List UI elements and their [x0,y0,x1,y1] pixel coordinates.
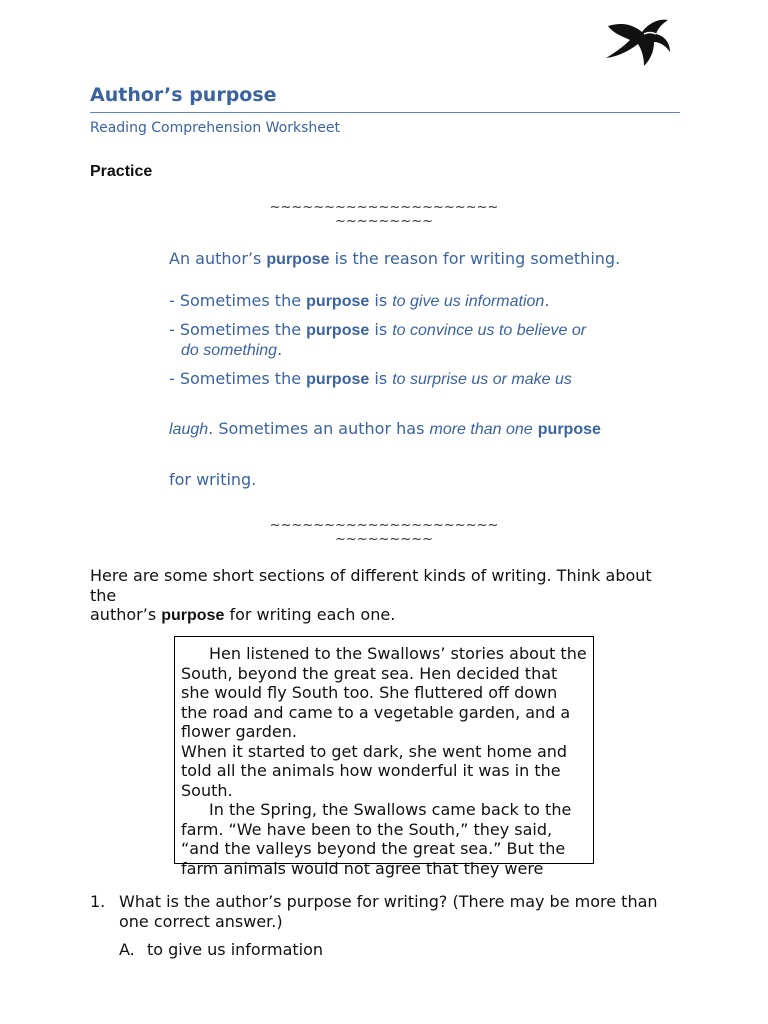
option-text: to give us information [147,940,324,959]
keyword-purpose: purpose [306,371,370,388]
purpose-item-information [169,291,549,311]
text-run: An author’s [169,249,267,268]
text-run: - Sometimes the [169,291,307,310]
tilde-line: ~~~~~~~~~ [334,214,434,229]
text-run: - Sometimes the [169,320,307,339]
text-run: is [369,369,393,388]
purpose-item-entertain [169,369,572,389]
instructions [90,566,680,626]
purpose-phrase: do something [181,342,278,359]
instructions-line1: Here are some short sections of different kinds of writing. Think about the [90,566,652,605]
keyword-purpose: purpose [306,322,370,339]
text-run: author’s [90,605,162,624]
purpose-phrase: to convince us to believe or [392,322,587,339]
text-run: is [369,320,393,339]
story-passage-box[interactable] [174,636,594,878]
story-paragraph: When it started to get dark, she went home and told all the animals how wonderful it was in the South. [181,741,568,800]
definition-end: for writing. [169,470,257,489]
text-run: . [544,291,550,310]
question-text: What is the author’s purpose for writing? (There may be more than one correct answer.) [119,892,658,931]
option-label: A. [119,940,135,959]
question-1 [90,892,690,931]
definition-intro [169,249,620,269]
page-subtitle: Reading Comprehension Worksheet [90,120,340,136]
title-rule [90,112,680,113]
answer-option-a[interactable] [119,940,323,959]
text-run: is the reason for writing something. [329,249,621,268]
keyword-purpose: purpose [266,251,330,268]
story-paragraph: Hen listened to the Swallows’ stories about the South, beyond the great sea. Hen decided that she would fly South too. She fluttered off down the road and came to a vegetable garden, and a flower garden. [181,644,587,741]
text-run: . Sometimes an author has [208,419,430,438]
text-run: . [277,340,283,359]
story-paragraph: In the Spring, the Swallows came back to the farm. “We have been to the South,” they said, “and the valleys beyond the great sea.” But the farm animals would not agree that they were [181,800,572,878]
section-heading: Practice [90,163,153,180]
page-title: Author’s purpose [90,84,277,106]
purpose-item-convince-cont [181,340,282,360]
question-number: 1. [90,892,106,911]
tilde-divider-top [0,201,768,229]
tilde-divider-bottom [0,519,768,547]
purpose-phrase: to give us information [392,293,545,310]
purpose-phrase: to surprise us or make us [392,371,572,388]
tilde-line: ~~~~~~~~~~~~~~~~~~~~~ [269,200,499,215]
text-run: is [369,291,393,310]
tilde-line: ~~~~~~~~~~~~~~~~~~~~~ [269,518,499,533]
purpose-phrase: laugh [169,421,209,438]
purpose-item-convince [169,320,586,340]
tilde-line: ~~~~~~~~~ [334,532,434,547]
keyword-purpose: purpose [161,607,225,624]
instructions-line2 [90,605,680,626]
keyword-purpose: purpose [306,293,370,310]
text-run: - Sometimes the [169,369,307,388]
purpose-item-entertain-cont [169,419,601,439]
keyword-purpose: purpose [537,421,601,438]
text-run: for writing each one. [224,605,396,624]
purpose-phrase: more than one [429,421,533,438]
swallow-bird-icon [604,12,674,68]
